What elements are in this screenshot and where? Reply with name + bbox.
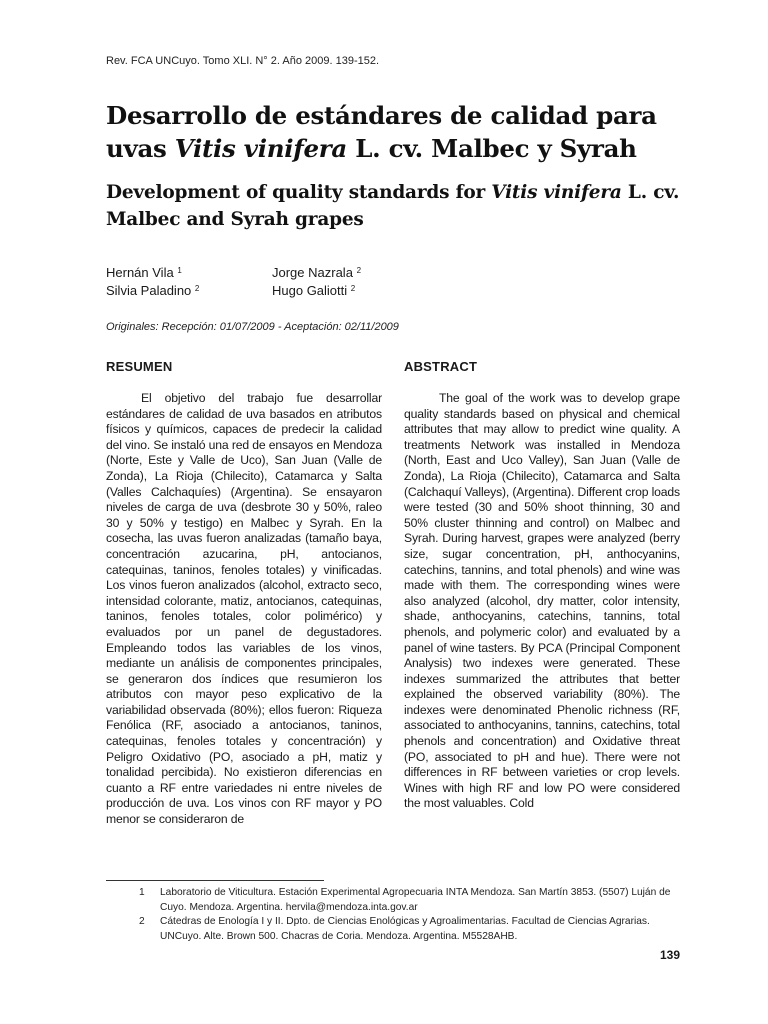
title-english-part2: L. cv. Malbec and Syrah grapes (106, 182, 680, 230)
title-english-part1: Development of quality standards for (106, 182, 492, 203)
abstract-heading: ABSTRACT (404, 359, 478, 374)
author (272, 280, 355, 300)
resumen-heading: RESUMEN (106, 359, 173, 374)
footnote-number: 2 (139, 916, 145, 927)
footnote-text: Laboratorio de Viticultura. Estación Experimental Agropecuaria INTA Mendoza. San Martín 3853. (5507) Luján de Cuyo. Mendoza. Argentina. hervila@mendoza.inta.gov.ar (160, 887, 671, 913)
footnote-divider (106, 880, 324, 881)
author (272, 262, 361, 282)
submission-dates: Originales: Recepción: 01/07/2009 - Aceptación: 02/11/2009 (106, 321, 399, 333)
abstract-body (404, 391, 680, 812)
author-name: Jorge Nazrala (272, 265, 353, 280)
title-spanish-part1: Desarrollo de estándares de calidad para uvas (106, 101, 657, 163)
footnote-text: Cátedras de Enología I y II. Dpto. de Ciencias Enológicas y Agroalimentarias. Facultad de Ciencias Agrarias. UNCuyo. Alte. Brown 500. Chacras de Coria. Mendoza. Argentina. M5528AHB. (160, 916, 650, 942)
title-spanish (106, 99, 686, 165)
author-name: Hugo Galiotti (272, 283, 348, 298)
journal-citation: Rev. FCA UNCuyo. Tomo XLI. N° 2. Año 2009. 139-152. (106, 55, 380, 67)
author-name: Hernán Vila (106, 265, 174, 280)
author-affiliation: 2 (350, 284, 356, 293)
title-english (106, 179, 686, 233)
author-affiliation: 1 (177, 266, 182, 275)
resumen-paragraph: El objetivo del trabajo fue desarrollar estándares de calidad de uva basados en atributos físicos y químicos, capaces de predecir la calidad del vino. Se instaló una red de ensayos en Mendoza (Norte, Este y Valle de Uco), San Juan (Valle de Zonda), La Rioja (Chilecito), Catamarca y Salta (Valles Calchaquíes) (Argentina). Se ensayaron niveles de carga de uva (desbrote 30 y 50%, raleo 30 y 50% y testigo) en Malbec y Syrah. En la cosecha, las uvas fueron analizadas (tamaño baya, concentración azucarina, pH, antocianos, catequinas, taninos, fenoles totales) y vinificadas. Los vinos fueron analizados (alcohol, extracto seco, intensidad colorante, matiz, antocianos, catequinas, taninos, fenoles totales, color polimérico) y evaluados por un panel de degustadores. Empleando todos las variables de los vinos, mediante un análisis de componentes principales, se generaron dos índices que resumieron los atributos con mayor peso explicativo de la variabilidad observada (80%); ellos fueron: Riqueza Fenólica (RF, asociado a antocianos, taninos, catequinas, fenoles totales y concentración) y Peligro Oxidativo (PO, asociado a pH, matiz y tonalidad percibida). No existieron diferencias en cuanto a RF entre variedades ni entre niveles de producción de uva. Los vinos con RF mayor y PO menor se consideraron de (106, 391, 382, 827)
author (106, 262, 182, 282)
author-name: Silvia Paladino (106, 283, 192, 298)
page-number: 139 (659, 948, 680, 962)
title-spanish-species: Vitis vinifera (174, 134, 347, 163)
author (106, 280, 199, 300)
author-affiliation: 2 (194, 284, 200, 293)
author-affiliation: 2 (356, 266, 362, 275)
title-spanish-part2: L. cv. Malbec y Syrah (346, 134, 637, 163)
abstract-paragraph: The goal of the work was to develop grape quality standards based on physical and chemical attributes that may allow to predict wine quality. A treatments Network was installed in Mendoza (North, East and Uco Valley), San Juan (Valle de Zonda), La Rioja (Chilecito), Catamarca and Salta (Calchaquí Valleys), (Argentina). Different crop loads were tested (30 and 50% shoot thinning, 30 and 50% cluster thinning and control) on Malbec and Syrah. During harvest, grapes were analyzed (berry size, sugar concentration, pH, anthocyanins, catechins, tannins, and total phenols) and wine was made with them. The corresponding wines were also analyzed (alcohol, dry matter, color intensity, shade, anthocyanins, catechins, tannins, total phenols, and polymeric color) and evaluated by a panel of wine tasters. By PCA (Principal Component Analysis) two indexes were generated. These indexes summarized the attributes that better explained the observed variability (80%). The indexes were denominated Phenolic richness (RF, associated to anthocyanins, tannins, catechins, total phenols and concentration) and Oxidative threat (PO, associated to pH and hue). There were not differences in RF between varieties or crop levels. Wines with high RF and low PO were considered the most valuables. Cold (404, 391, 680, 811)
resumen-body (106, 391, 382, 828)
footnote-number: 1 (139, 887, 145, 898)
title-english-species: Vitis vinifera (491, 182, 622, 203)
